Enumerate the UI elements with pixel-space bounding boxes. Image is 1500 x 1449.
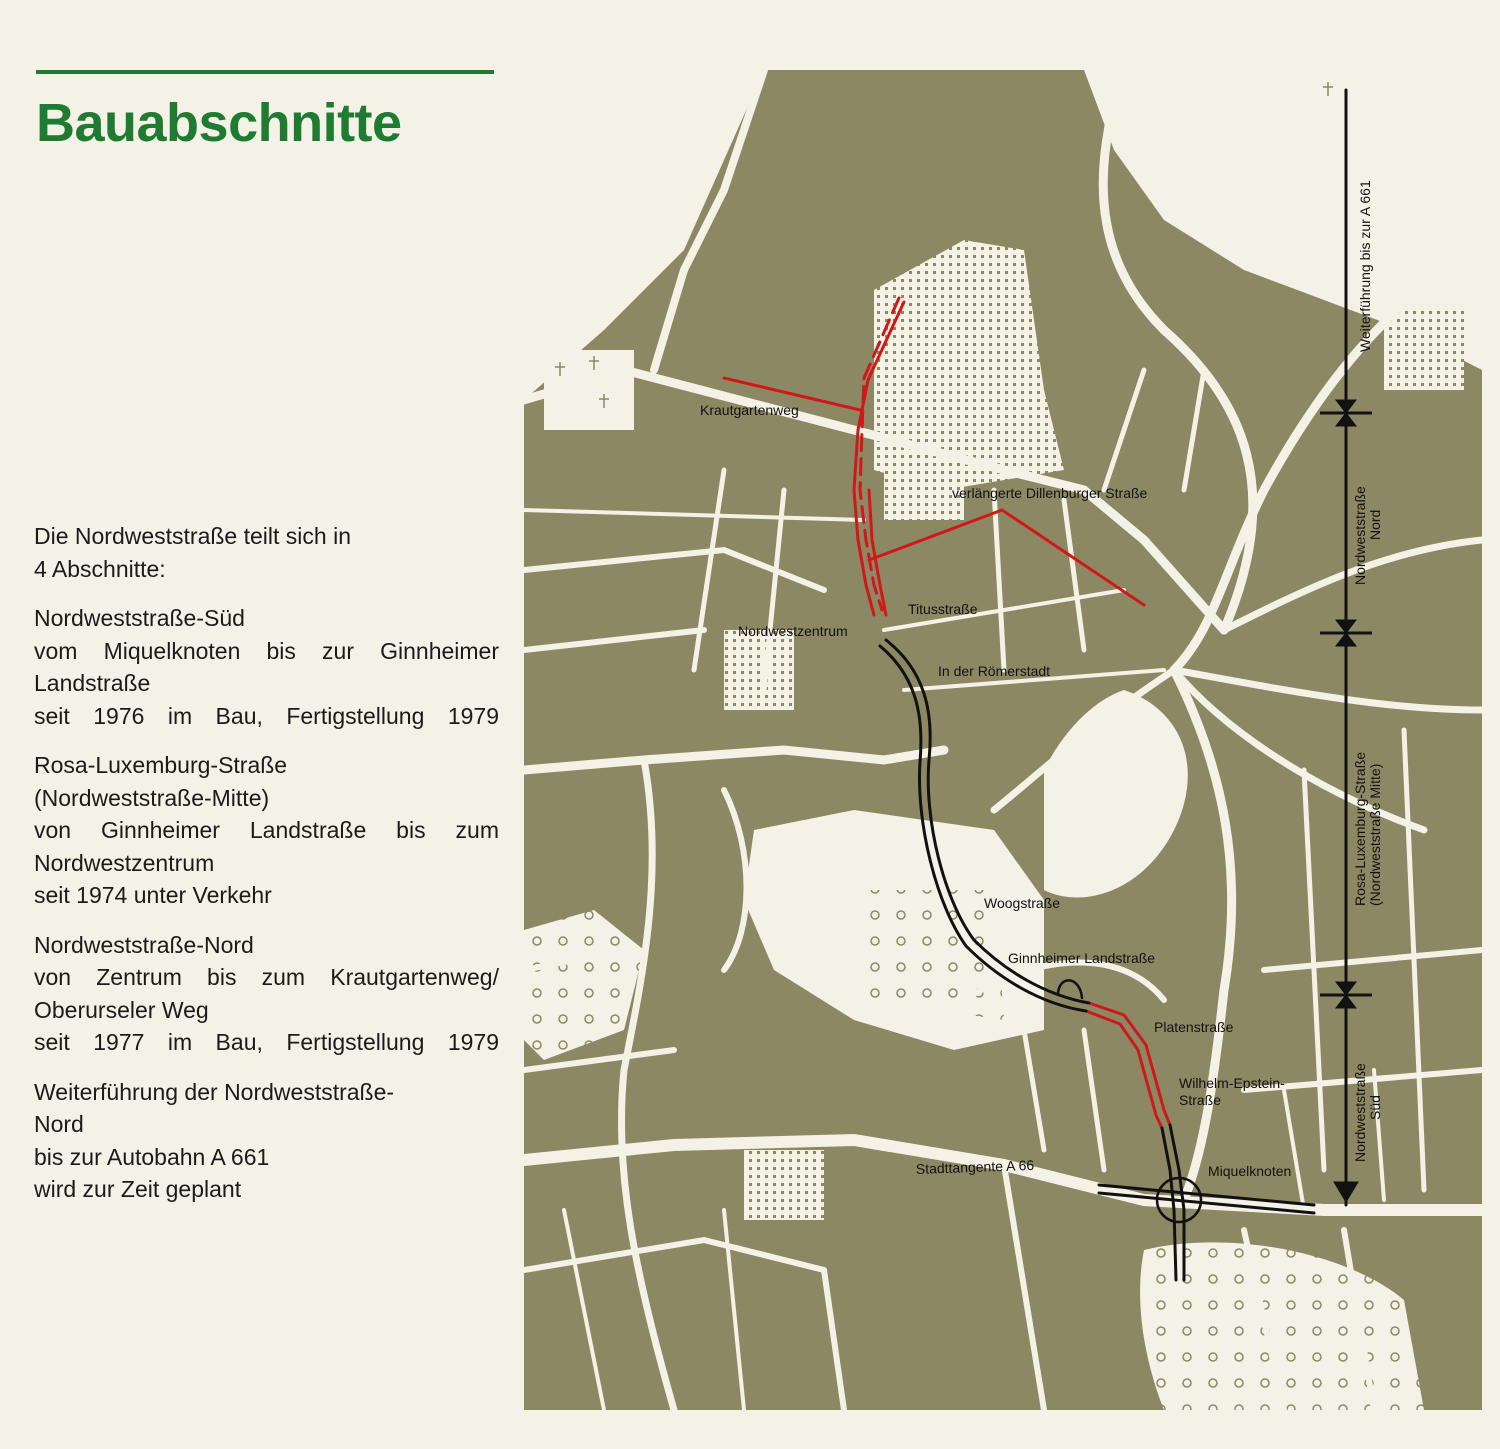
label-nord: Nordweststraße (1352, 486, 1368, 585)
label-mitte: Rosa-Luxemburg-Straße (1352, 751, 1368, 906)
street (524, 750, 944, 770)
label-stadttangente: Stadttangente A 66 (915, 1156, 1035, 1177)
allotment-area (724, 630, 794, 710)
section-line: Nord (34, 1111, 84, 1137)
section-line: von Zentrum bis zum Krautgartenweg/ (34, 964, 499, 990)
section-line: Oberurseler Weg (34, 996, 209, 1023)
section-line: Weiterführung der Nordweststraße- (34, 1078, 395, 1105)
section-line: von Ginnheimer Landstraße bis zum (34, 817, 499, 843)
section-line: Rosa-Luxemburg-Straße (34, 752, 288, 778)
allotment-area (874, 240, 1064, 490)
section-line: (Nordweststraße-Mitte) (34, 784, 270, 811)
street (694, 470, 724, 670)
label-mitte: (Nordweststraße Mitte) (1367, 763, 1383, 906)
page-title: Bauabschnitte (36, 93, 402, 153)
section-line: seit 1977 im Bau, Fertigstellung 1979 (34, 1029, 499, 1055)
street (724, 1210, 744, 1410)
street (1104, 370, 1144, 490)
label-wilhelm-epstein: Wilhelm-Epstein- (1179, 1075, 1285, 1091)
section-line: Nordwestzentrum (34, 849, 215, 876)
label-wilhelm-epstein: Straße (1179, 1092, 1222, 1108)
street (724, 790, 747, 970)
street (994, 490, 1004, 670)
intro-paragraph (34, 520, 499, 585)
label-krautgartenweg: Krautgartenweg (700, 402, 799, 418)
label-sued: Süd (1367, 1095, 1383, 1120)
label-sued: Nordweststraße (1352, 1063, 1368, 1162)
section-nord (34, 929, 499, 1059)
street (524, 510, 864, 520)
street (1304, 770, 1324, 1170)
section-sued (34, 602, 499, 732)
street (1064, 500, 1084, 650)
street (1004, 1165, 1044, 1410)
label-weiterfuehrung: Weiterführung bis zur A 661 (1357, 180, 1373, 352)
street (524, 630, 704, 650)
park-area (854, 890, 1004, 1020)
section-line: seit 1974 unter Verkehr (34, 882, 272, 908)
allotment-area (1384, 310, 1464, 390)
label-titusstrasse: Titusstraße (908, 601, 978, 617)
allotment-area (744, 1150, 824, 1220)
heading-rule (36, 70, 494, 74)
open-area (1044, 690, 1188, 898)
cross-icon (1001, 1124, 1011, 1138)
axis-arrow-end (1334, 1182, 1358, 1202)
street (1024, 1030, 1044, 1150)
label-dillenburger: verlängerte Dillenburger Straße (952, 485, 1148, 501)
street (1174, 670, 1482, 710)
street (1374, 1070, 1384, 1200)
street (1084, 1030, 1104, 1170)
label-nord: Nord (1367, 509, 1383, 540)
intro-line: 4 Abschnitte: (34, 555, 166, 582)
cross-icon (991, 1096, 1001, 1110)
label-woogstrasse: Woogstraße (984, 895, 1060, 911)
intro-line: Die Nordweststraße teilt sich in (34, 523, 351, 549)
route-map (524, 70, 1482, 1410)
street (824, 1270, 844, 1410)
map-svg (524, 70, 1482, 1410)
label-nordwestzentrum: Nordwestzentrum (738, 623, 848, 639)
street (1264, 950, 1482, 970)
section-line: Nordweststraße-Nord (34, 931, 254, 958)
section-mitte (34, 749, 499, 912)
street (564, 1210, 604, 1410)
section-line: Landstraße (34, 670, 151, 696)
section-line: Nordweststraße-Süd (34, 605, 245, 631)
nord-route-line (869, 490, 886, 615)
street (1184, 370, 1204, 490)
cross-icon (1013, 1096, 1023, 1110)
section-line: vom Miquelknoten bis zur Ginnheimer (34, 637, 499, 664)
label-miquelknoten: Miquelknoten (1208, 1163, 1292, 1179)
label-roemerstadt: In der Römerstadt (938, 663, 1051, 679)
dillenburger-link (869, 510, 1144, 605)
section-weiterfuehrung (34, 1076, 499, 1206)
section-line: wird zur Zeit geplant (34, 1176, 242, 1202)
label-ginnheimer: Ginnheimer Landstraße (1008, 950, 1156, 966)
park-area (524, 910, 644, 1060)
street (621, 760, 674, 1410)
description-text (34, 520, 499, 1223)
label-platenstrasse: Platenstraße (1154, 1019, 1234, 1035)
street (1404, 730, 1424, 1190)
street (1284, 1090, 1304, 1210)
section-line: seit 1976 im Bau, Fertigstellung 1979 (34, 702, 499, 729)
section-line: bis zur Autobahn A 661 (34, 1143, 270, 1170)
